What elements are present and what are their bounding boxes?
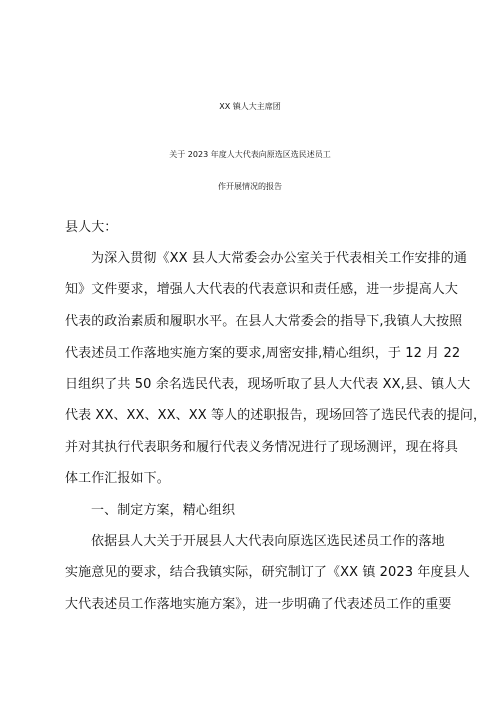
paragraph-2-line: 依据县人大关于开展县人大代表向原选区选民述员工作的落地 [91, 534, 445, 549]
section-1-heading: 一、制定方案，精心组织 [91, 503, 236, 518]
paragraph-1-line: 代表 XX、XX、XX、XX 等人的述职报告，现场回答了选民代表的提问， [65, 408, 487, 423]
paragraph-1-line: 体工作汇报如下。 [65, 471, 170, 486]
paragraph-1-line: 代表的政治素质和履职水平。在县人大常委会的指导下,我镇人大按照 [65, 314, 463, 329]
paragraph-2-line: 实施意见的要求，结合我镇实际，研究制订了《XX 镇 2023 年度县人 [65, 565, 470, 580]
document-title-line-2: 关于 2023 年度人大代表向原选区选民述员工 [169, 150, 331, 159]
paragraph-2-line: 大代表述员工作落地实施方案》，进一步明确了代表述员工作的重要 [65, 597, 452, 612]
paragraph-1-line: 知》文件要求，增强人大代表的代表意识和责任感，进一步提高人大 [65, 282, 459, 297]
paragraph-1-line: 并对其执行代表职务和履行代表义务情况进行了现场测评，现在将具 [65, 440, 459, 455]
document-title-line-1: XX 镇人大主席团 [219, 102, 281, 111]
paragraph-1-line: 日组织了共 50 余名选民代表，现场听取了县人大代表 XX,县、镇人大 [65, 377, 471, 392]
salutation: 县人大： [65, 220, 118, 235]
paragraph-1-line: 为深入贯彻《XX 县人大常委会办公室关于代表相关工作安排的通 [91, 251, 467, 266]
document-title-line-3: 作开展情况的报告 [218, 182, 282, 191]
paragraph-1-line: 代表述员工作落地实施方案的要求,周密安排,精心组织，于 12 月 22 [65, 346, 461, 361]
